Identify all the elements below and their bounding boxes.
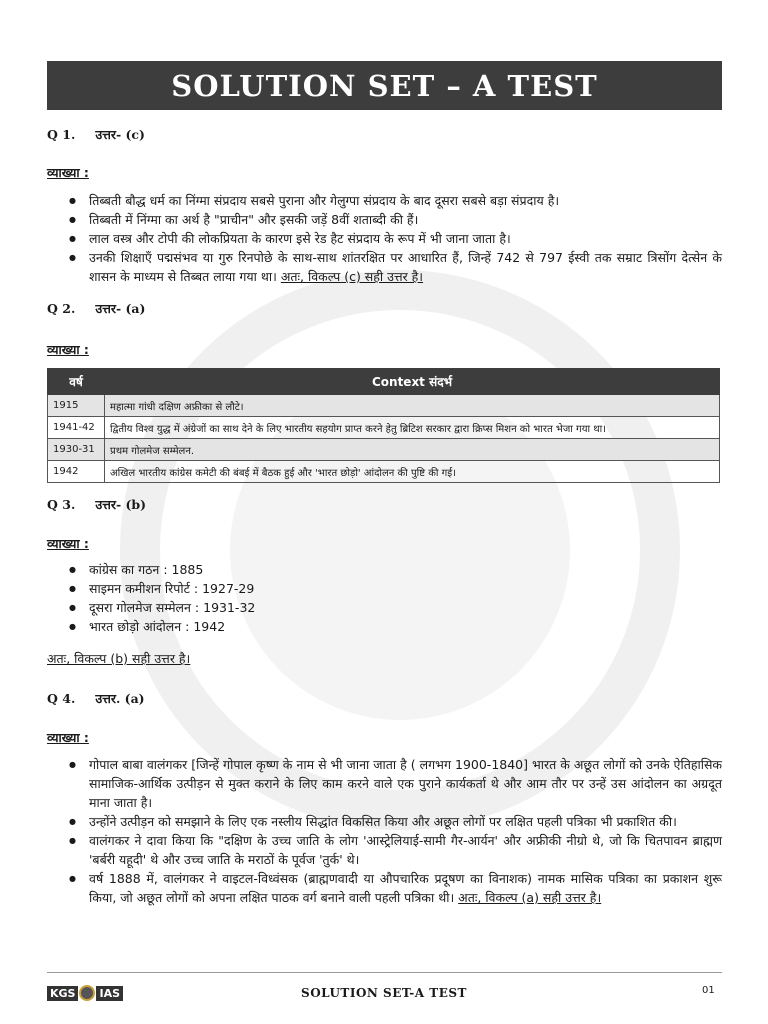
page-title: SOLUTION SET – A TEST <box>47 61 722 110</box>
table-header-row <box>48 369 720 395</box>
explanation-label: व्याख्या : <box>47 730 89 745</box>
bullet-text: वर्ष 1888 में, वालंगकर ने वाइटल-विध्वंसक (ब्राह्मणवादी या औपचारिक प्रदूषण का विनाशक) नामक मासिक पत्रिका का प्रकाशन शुरू किया, जो अछूत लोगों को अपना लक्षित पाठक वर्ग बनाने वाली पहली पत्रिका थी। <box>89 871 722 905</box>
list-item: ● तिब्बती में निंग्मा का अर्थ है "प्राचीन" और इसकी जड़ें 8वीं शताब्दी की हैं। <box>47 210 722 229</box>
question-3-header <box>47 496 146 513</box>
conclusion: अतः, विकल्प (b) सही उत्तर है। <box>47 651 191 666</box>
list-item: ● उन्होंने उत्पीड़न को समझाने के लिए एक नस्लीय सिद्धांत विकसित किया और अछूत लोगों पर लक्षित पहली पत्रिका भी प्रकाशित की। <box>47 812 722 831</box>
context-cell: प्रथम गोलमेज सम्मेलन. <box>105 439 720 461</box>
list-item: ● कांग्रेस का गठन : 1885 <box>47 560 722 579</box>
question-number: Q 3. <box>47 497 76 512</box>
explanation-label: व्याख्या : <box>47 342 89 357</box>
table-row <box>48 395 720 417</box>
context-cell: द्वितीय विश्व युद्ध में अंग्रेजों का साथ देने के लिए भारतीय सहयोग प्राप्त करने हेतु ब्रिटिश सरकार द्वारा क्रिप्स मिशन को भारत भेजा गया था। <box>105 417 720 439</box>
list-item: ● लाल वस्त्र और टोपी की लोकप्रियता के कारण इसे रेड हैट संप्रदाय के रूप में भी जाना जाता है। <box>47 229 722 248</box>
question-number: Q 2. <box>47 301 76 316</box>
list-item <box>47 248 722 286</box>
question-number: Q 1. <box>47 127 76 142</box>
question-4-header <box>47 690 145 707</box>
year-cell: 1930-31 <box>48 439 105 461</box>
question-1-header <box>47 126 145 143</box>
list-item: ● तिब्बती बौद्ध धर्म का निंग्मा संप्रदाय सबसे पुराना और गेलुग्पा संप्रदाय के बाद दूसरा सबसे बड़ा संप्रदाय है। <box>47 191 722 210</box>
answer-label: उत्तर- (a) <box>95 301 146 316</box>
question-number: Q 4. <box>47 691 76 706</box>
year-cell: 1915 <box>48 395 105 417</box>
list-item <box>47 869 722 907</box>
table-row <box>48 417 720 439</box>
footer-title: SOLUTION SET-A TEST <box>301 986 467 1000</box>
q1-bullet-list <box>47 191 722 286</box>
q4-bullet-list <box>47 755 722 907</box>
list-item: ● गोपाल बाबा वालंगकर [जिन्हें गोपाल कृष्ण के नाम से भी जाना जाता है ( लगभग 1900-1840] भारत के अछूत लोगों को उनके ऐतिहासिक सामाजिक-आर्थिक उत्पीड़न से मुक्त कराने के लिए काम करने वाले एक पुराने कार्यकर्ता थे और आम तौर पर उन्हें उस आंदोलन का अग्रदूत माना जाता है। <box>47 755 722 812</box>
table-row <box>48 439 720 461</box>
answer-label: उत्तर- (b) <box>95 497 147 512</box>
list-item: ● भारत छोड़ो आंदोलन : 1942 <box>47 617 722 636</box>
context-cell: महात्मा गांधी दक्षिण अफ्रीका से लौटे। <box>105 395 720 417</box>
conclusion: अतः, विकल्प (c) सही उत्तर है। <box>280 269 424 284</box>
column-header-year: वर्ष <box>48 369 105 395</box>
conclusion: अतः, विकल्प (a) सही उत्तर है। <box>458 890 602 905</box>
question-2-header <box>47 300 145 317</box>
answer-label: उत्तर. (a) <box>95 691 145 706</box>
year-cell: 1942 <box>48 461 105 483</box>
explanation-label: व्याख्या : <box>47 165 89 180</box>
answer-label: उत्तर- (c) <box>95 127 145 142</box>
page-number: 01 <box>702 985 715 996</box>
footer-divider <box>47 972 722 973</box>
table-row <box>48 461 720 483</box>
explanation-label: व्याख्या : <box>47 536 89 551</box>
q3-bullet-list <box>47 560 722 636</box>
year-cell: 1941-42 <box>48 417 105 439</box>
context-cell: अखिल भारतीय कांग्रेस कमेटी की बंबई में बैठक हुई और 'भारत छोड़ो' आंदोलन की पुष्टि की गई। <box>105 461 720 483</box>
context-table <box>47 368 720 483</box>
list-item: ● साइमन कमीशन रिपोर्ट : 1927-29 <box>47 579 722 598</box>
bullet-text: उनकी शिक्षाएँ पद्मसंभव या गुरु रिनपोछे के साथ-साथ शांतरक्षित पर आधारित हैं, जिन्हें 742 से 797 ईस्वी तक सम्राट त्रिसोंग देत्सेन के शासन के माध्यम से तिब्बत लाया गया था। <box>89 250 722 284</box>
logo-text-left: KGS <box>47 986 78 1001</box>
column-header-context: Context संदर्भ <box>105 369 720 395</box>
logo-text-right: IAS <box>96 986 123 1001</box>
list-item: ● वालंगकर ने दावा किया कि "दक्षिण के उच्च जाति के लोग 'आस्ट्रेलियाई-सामी गैर-आर्यन' और अफ्रीकी नीग्रो थे, जो कि चितपावन ब्राह्मण 'बर्बरी यहूदी' थे और उच्च जाति के मराठों के पूर्वज 'तुर्क' थे। <box>47 831 722 869</box>
list-item: ● दूसरा गोलमेज सम्मेलन : 1931-32 <box>47 598 722 617</box>
